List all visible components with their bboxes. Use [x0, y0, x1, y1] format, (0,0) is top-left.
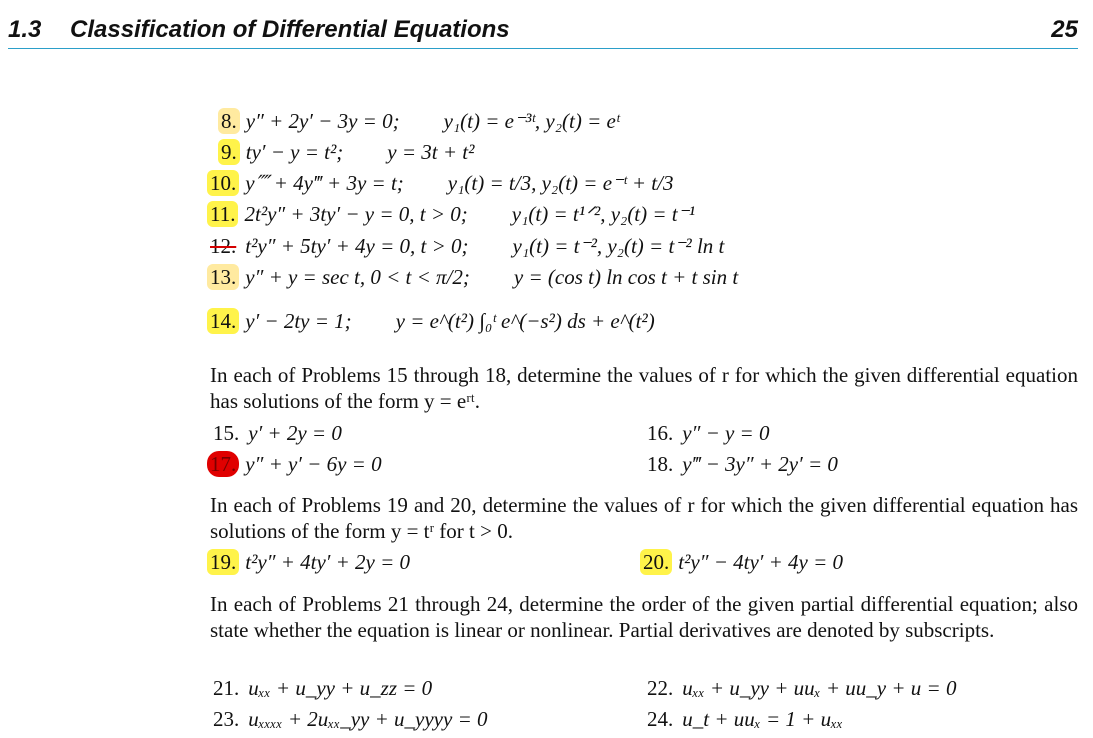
problem-equation: ty′ − y = t²;: [245, 140, 344, 164]
problem-number: 16.: [647, 421, 674, 445]
instructions-15-18: In each of Problems 15 through 18, determine the values of r for which the given differential equation has solutions of the form y = eʳᵗ.: [210, 363, 1078, 413]
problem-16: [644, 420, 769, 446]
problem-number: 24.: [647, 707, 674, 731]
problem-number: 15.: [213, 421, 240, 445]
problem-number: 9.: [218, 139, 240, 165]
problem-equation: y′ − 2ty = 1;: [245, 309, 352, 333]
problem-number: 17.: [207, 451, 239, 477]
problem-number: 21.: [213, 676, 240, 700]
problem-solution: y = e^(t²) ∫₀ᵗ e^(−s²) ds + e^(t²): [395, 309, 655, 333]
instructions-19-20: In each of Problems 19 and 20, determine the values of r for which the given differential equation has solutions of the form y = tʳ for t > 0.: [210, 493, 1078, 543]
problem-13: [207, 264, 738, 290]
problem-24: [644, 706, 843, 732]
problem-number: 8.: [218, 108, 240, 134]
section-title: Classification of Differential Equations: [70, 16, 510, 43]
problem-number: 10.: [207, 170, 239, 196]
problem-14: [207, 308, 655, 334]
problem-8: [218, 108, 619, 134]
problem-equation: y″ + y′ − 6y = 0: [245, 452, 382, 476]
problem-number: 18.: [647, 452, 674, 476]
problem-number: 11.: [207, 201, 238, 227]
problem-19: [207, 549, 410, 575]
problem-equation: y″ + 2y′ − 3y = 0;: [245, 109, 400, 133]
problem-number: 20.: [640, 549, 672, 575]
problem-equation: y⁗ + 4y‴ + 3y = t;: [245, 171, 404, 195]
problem-21: [210, 675, 432, 701]
problem-11: [207, 201, 695, 227]
problem-9: [218, 139, 474, 165]
problem-equation: t²y″ − 4ty′ + 4y = 0: [678, 550, 844, 574]
problem-10: [207, 170, 673, 196]
problem-equation: y″ − y = 0: [682, 421, 770, 445]
problem-number: 13.: [207, 264, 239, 290]
problem-solution: y₁(t) = t⁻², y₂(t) = t⁻² ln t: [512, 234, 725, 258]
problem-equation: uₓₓ + u_yy + u_zz = 0: [248, 676, 433, 700]
problem-solution: y₁(t) = e⁻³ᵗ, y₂(t) = eᵗ: [443, 109, 620, 133]
problem-solution: y₁(t) = t¹ᐟ², y₂(t) = t⁻¹: [511, 202, 696, 226]
problem-equation: y′ + 2y = 0: [248, 421, 342, 445]
problem-18: [644, 451, 838, 477]
instructions-21-24: In each of Problems 21 through 24, determine the order of the given partial differential equation; also state whether the equation is linear or nonlinear. Partial derivatives are denoted by subscripts.: [210, 592, 1078, 642]
problem-17: [207, 451, 382, 477]
page-number: 25: [1051, 16, 1078, 43]
problem-number: 12.: [210, 234, 237, 258]
problem-number: 19.: [207, 549, 239, 575]
problem-equation: uₓₓ + u_yy + uuₓ + uu_y + u = 0: [682, 676, 957, 700]
page-header: [8, 14, 1078, 49]
problem-12: [207, 233, 724, 259]
problem-number: 23.: [213, 707, 240, 731]
problem-20: [640, 549, 843, 575]
problem-solution: y = 3t + t²: [387, 140, 475, 164]
problem-equation: t²y″ + 5ty′ + 4y = 0, t > 0;: [245, 234, 469, 258]
problem-equation: y‴ − 3y″ + 2y′ = 0: [682, 452, 838, 476]
problem-equation: t²y″ + 4ty′ + 2y = 0: [245, 550, 411, 574]
problem-number: 22.: [647, 676, 674, 700]
problem-22: [644, 675, 956, 701]
section-number: 1.3: [8, 16, 42, 43]
problem-23: [210, 706, 488, 732]
problem-solution: y = (cos t) ln cos t + t sin t: [513, 265, 739, 289]
problem-equation: u_t + uuₓ = 1 + uₓₓ: [682, 707, 844, 731]
problem-solution: y₁(t) = t/3, y₂(t) = e⁻ᵗ + t/3: [447, 171, 674, 195]
problem-equation: 2t²y″ + 3ty′ − y = 0, t > 0;: [244, 202, 468, 226]
problem-number: 14.: [207, 308, 239, 334]
problem-15: [210, 420, 342, 446]
problem-equation: uₓₓₓₓ + 2uₓₓ_yy + u_yyyy = 0: [248, 707, 488, 731]
problem-equation: y″ + y = sec t, 0 < t < π/2;: [245, 265, 470, 289]
